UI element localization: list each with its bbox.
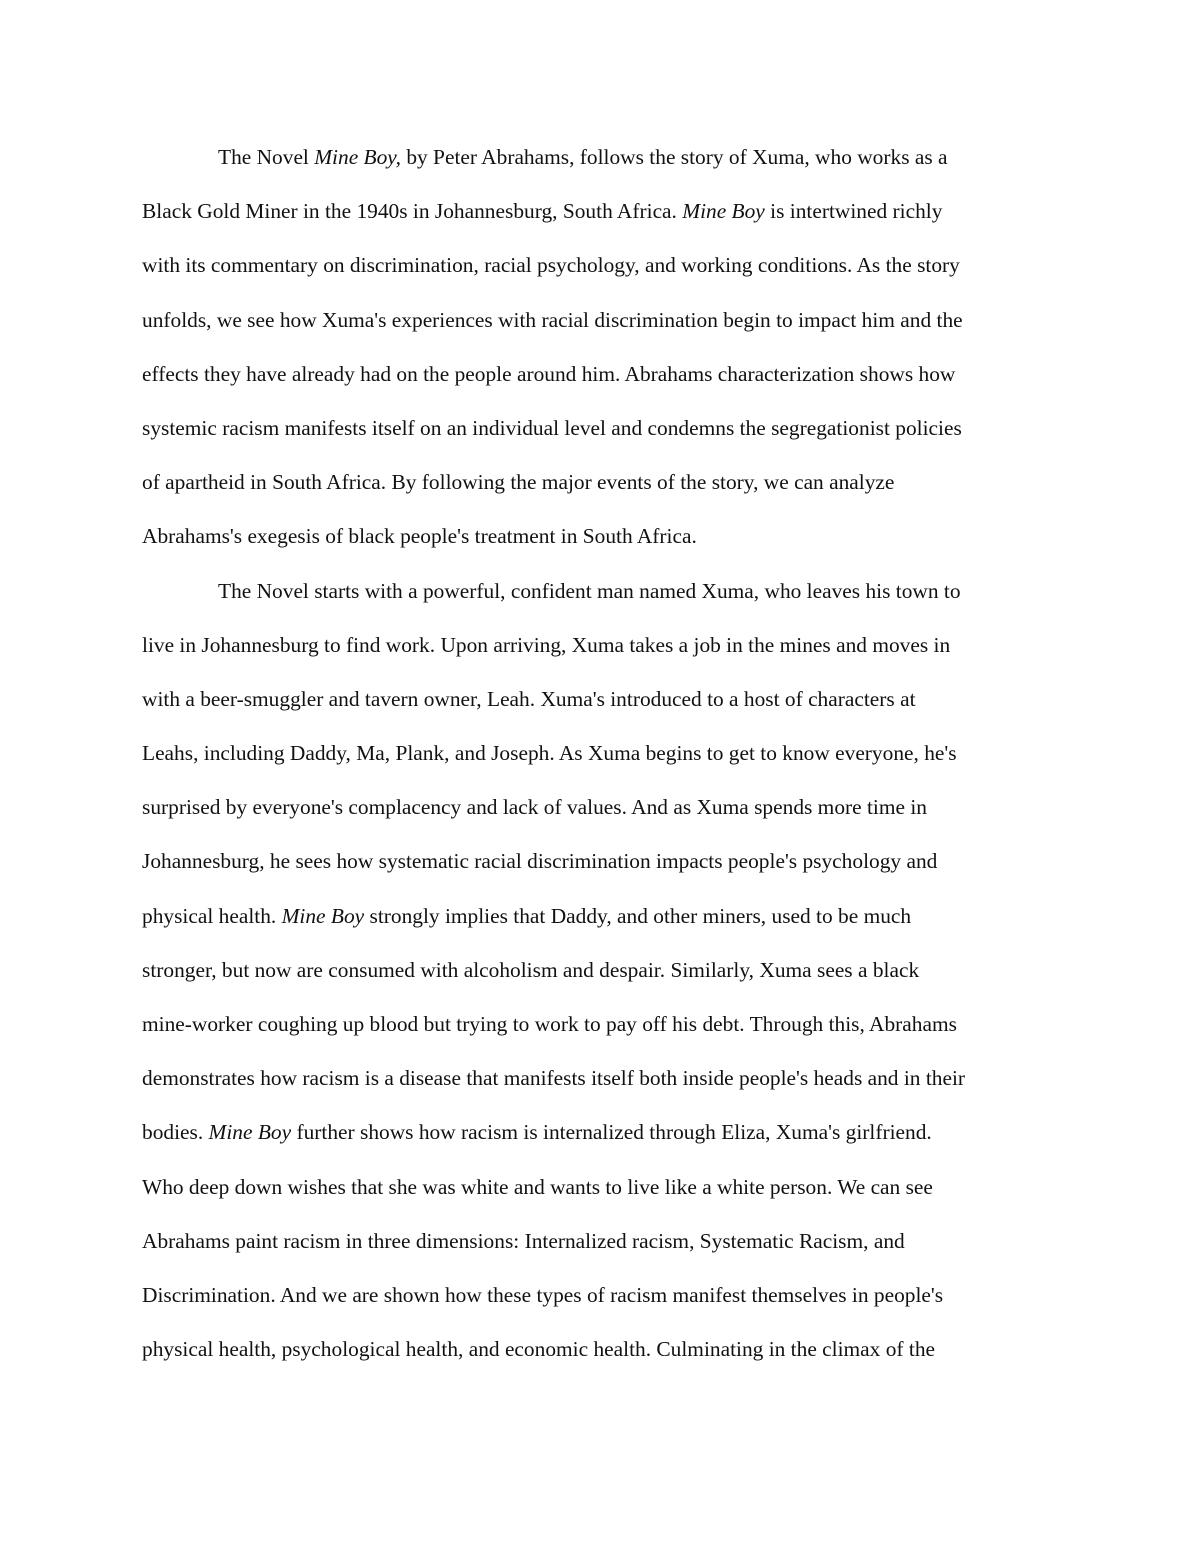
text-line <box>142 347 1054 401</box>
text-line <box>142 943 1054 997</box>
text-segment: physical health. <box>142 903 282 928</box>
text-segment: Abrahams paint racism in three dimensions: Internalized racism, Systematic Racism, and <box>142 1228 905 1253</box>
paragraph <box>142 130 1054 564</box>
text-segment: Leahs, including Daddy, Ma, Plank, and Joseph. As Xuma begins to get to know everyone, he's <box>142 741 957 766</box>
text-line <box>142 1214 1054 1268</box>
text-line <box>142 130 1054 184</box>
text-line <box>142 238 1054 292</box>
text-segment: mine-worker coughing up blood but trying to work to pay off his debt. Through this, Abrahams <box>142 1012 957 1036</box>
document-body <box>142 130 1054 1376</box>
text-segment: Abrahams's exegesis of black people's treatment in South Africa. <box>142 524 697 549</box>
text-line <box>142 1051 1054 1105</box>
text-segment: with a beer-smuggler and tavern owner, Leah. Xuma's introduced to a host of characters at <box>142 686 916 711</box>
text-segment: further shows how racism is internalized through Eliza, Xuma's girlfriend. <box>291 1120 932 1145</box>
text-segment: strongly implies that Daddy, and other miners, used to be much <box>364 903 912 928</box>
italic-title-text: Mine Boy <box>281 903 365 928</box>
text-line <box>142 184 1054 238</box>
text-line <box>142 1322 1054 1376</box>
text-line <box>142 834 1054 888</box>
text-line <box>142 997 1054 1051</box>
italic-title-text: Mine Boy, <box>314 145 401 169</box>
text-line <box>142 618 1054 672</box>
text-line <box>142 726 1054 780</box>
text-segment: unfolds, we see how Xuma's experiences with racial discrimination begin to impact him and the <box>142 307 963 332</box>
text-line <box>142 564 1054 618</box>
text-segment: by Peter Abrahams, follows the story of Xuma, who works as a <box>400 145 948 169</box>
text-segment: with its commentary on discrimination, racial psychology, and working conditions. As the story <box>142 253 960 278</box>
text-segment: Discrimination. And we are shown how these types of racism manifest themselves in people's <box>142 1282 944 1307</box>
text-segment: stronger, but now are consumed with alcoholism and despair. Similarly, Xuma sees a black <box>142 957 920 982</box>
text-segment: physical health, psychological health, and economic health. Culminating in the climax of the <box>142 1337 936 1362</box>
text-segment: demonstrates how racism is a disease that manifests itself both inside people's heads and in their <box>142 1066 966 1091</box>
text-segment: of apartheid in South Africa. By following the major events of the story, we can analyze <box>142 470 895 495</box>
text-line <box>142 1105 1054 1159</box>
text-segment: The Novel starts with a powerful, confident man named Xuma, who leaves his town to <box>218 578 961 603</box>
text-line <box>142 401 1054 455</box>
text-segment: surprised by everyone's complacency and lack of values. And as Xuma spends more time in <box>142 795 927 820</box>
text-line <box>142 293 1054 347</box>
text-segment: bodies. <box>142 1120 209 1145</box>
text-segment: live in Johannesburg to find work. Upon arriving, Xuma takes a job in the mines and moves in <box>142 632 951 657</box>
text-segment: The Novel <box>218 145 315 169</box>
text-line <box>142 455 1054 509</box>
text-segment: is intertwined richly <box>764 199 943 224</box>
text-segment: effects they have already had on the people around him. Abrahams characterization shows how <box>142 361 956 386</box>
italic-title-text: Mine Boy <box>682 199 765 224</box>
text-line <box>142 672 1054 726</box>
text-segment: Who deep down wishes that she was white and wants to live like a white person. We can see <box>142 1174 933 1199</box>
text-line <box>142 1268 1054 1322</box>
text-segment: Black Gold Miner in the 1940s in Johannesburg, South Africa. <box>142 199 683 224</box>
text-line <box>142 780 1054 834</box>
paragraph <box>142 564 1054 1377</box>
italic-title-text: Mine Boy <box>208 1120 292 1145</box>
text-line <box>142 889 1054 943</box>
text-line <box>142 509 1054 563</box>
text-segment: systemic racism manifests itself on an individual level and condemns the segregationist policies <box>142 415 962 440</box>
text-segment: Johannesburg, he sees how systematic racial discrimination impacts people's psychology and <box>142 849 938 874</box>
text-line <box>142 1160 1054 1214</box>
